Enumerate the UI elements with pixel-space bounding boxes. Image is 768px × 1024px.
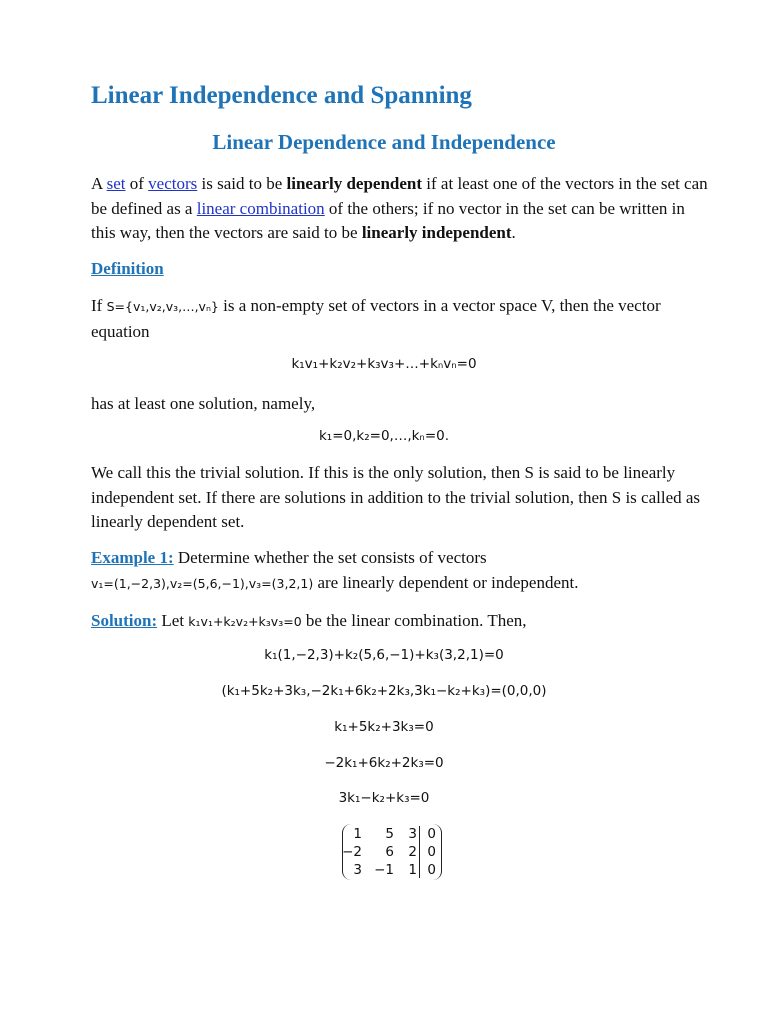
definition-text: is a non-empty set of vectors in a vector space V, then the vector equation: [91, 296, 661, 341]
example-vectors: v₁=(1,−2,3),v₂=(5,6,−1),v₃=(3,2,1): [91, 575, 314, 591]
matrix-cell: 0: [427, 826, 436, 842]
solution-text: Let: [161, 611, 185, 630]
matrix-cell: 3: [408, 826, 417, 842]
example-paragraph: [91, 546, 711, 596]
example-text: are linearly dependent or independent.: [317, 572, 579, 592]
matrix-cell: 3: [353, 862, 362, 878]
set-expression: S={v₁,v₂,v₃,…,vₙ}: [106, 299, 219, 314]
has-solution-text: has at least one solution, namely,: [91, 394, 316, 413]
matrix-cell: 5: [385, 826, 394, 842]
solution-paragraph: [91, 609, 711, 635]
intro-paragraph: [91, 172, 711, 246]
matrix-cell: 0: [427, 862, 436, 878]
definition-paragraph: [91, 294, 711, 344]
page-title: Linear Independence and Spanning: [91, 82, 472, 109]
vectors-link[interactable]: vectors: [148, 174, 198, 193]
linearly-dependent-term: linearly dependent: [286, 174, 423, 193]
linear-combination-link[interactable]: linear combination: [196, 198, 325, 218]
equation-5: 3k₁−k₂+k₃=0: [338, 790, 430, 806]
trivial-solution-equation: k₁=0,k₂=0,…,kₙ=0.: [318, 428, 450, 444]
intro-text: is said to be: [201, 174, 283, 193]
equation-4: −2k₁+6k₂+2k₃=0: [324, 755, 444, 771]
matrix-cell: −2: [342, 844, 362, 860]
matrix-cell: −1: [374, 862, 394, 878]
example-text: Determine whether the set consists of vectors: [177, 548, 487, 567]
linearly-independent-term: linearly independent: [361, 223, 512, 242]
definition-text: If: [91, 296, 103, 315]
matrix-cell: 0: [427, 844, 436, 860]
vector-equation: k₁v₁+k₂v₂+k₃v₃+…+kₙvₙ=0: [291, 356, 477, 372]
set-link[interactable]: set: [106, 174, 126, 193]
definition-heading: [91, 257, 711, 282]
solution-link[interactable]: Solution:: [91, 611, 158, 630]
equation-2: (k₁+5k₂+3k₃,−2k₁+6k₂+2k₃,3k₁−k₂+k₃)=(0,0,0): [221, 683, 547, 699]
solution-text: be the linear combination. Then,: [305, 611, 527, 630]
section-title: Linear Dependence and Independence: [212, 130, 556, 154]
definition-link[interactable]: Definition: [91, 259, 164, 278]
matrix-cell: 6: [385, 844, 394, 860]
intro-text: A: [91, 174, 103, 193]
matrix-cell: 1: [353, 826, 362, 842]
equation-3: k₁+5k₂+3k₃=0: [334, 719, 434, 735]
intro-text: if at least one of the vectors in the set can be defined as a: [91, 174, 708, 218]
matrix-cell: 1: [408, 862, 417, 878]
trivial-solution-paragraph: We call this the trivial solution. If this is the only solution, then S is said to be linearly independent set. If there are solutions in addition to the trivial solution, then S is called as linearly dependent set.: [91, 463, 701, 531]
intro-text: .: [511, 223, 516, 242]
equation-1: k₁(1,−2,3)+k₂(5,6,−1)+k₃(3,2,1)=0: [264, 647, 504, 663]
example-link[interactable]: Example 1:: [91, 548, 174, 567]
intro-text: of the others; if no vector in the set can be written in this way, then the vectors are said to be: [91, 198, 685, 242]
augmented-matrix: [342, 824, 442, 880]
intro-text: of: [129, 174, 144, 193]
matrix-cell: 2: [408, 844, 417, 860]
solution-expression: k₁v₁+k₂v₂+k₃v₃=0: [188, 614, 302, 629]
